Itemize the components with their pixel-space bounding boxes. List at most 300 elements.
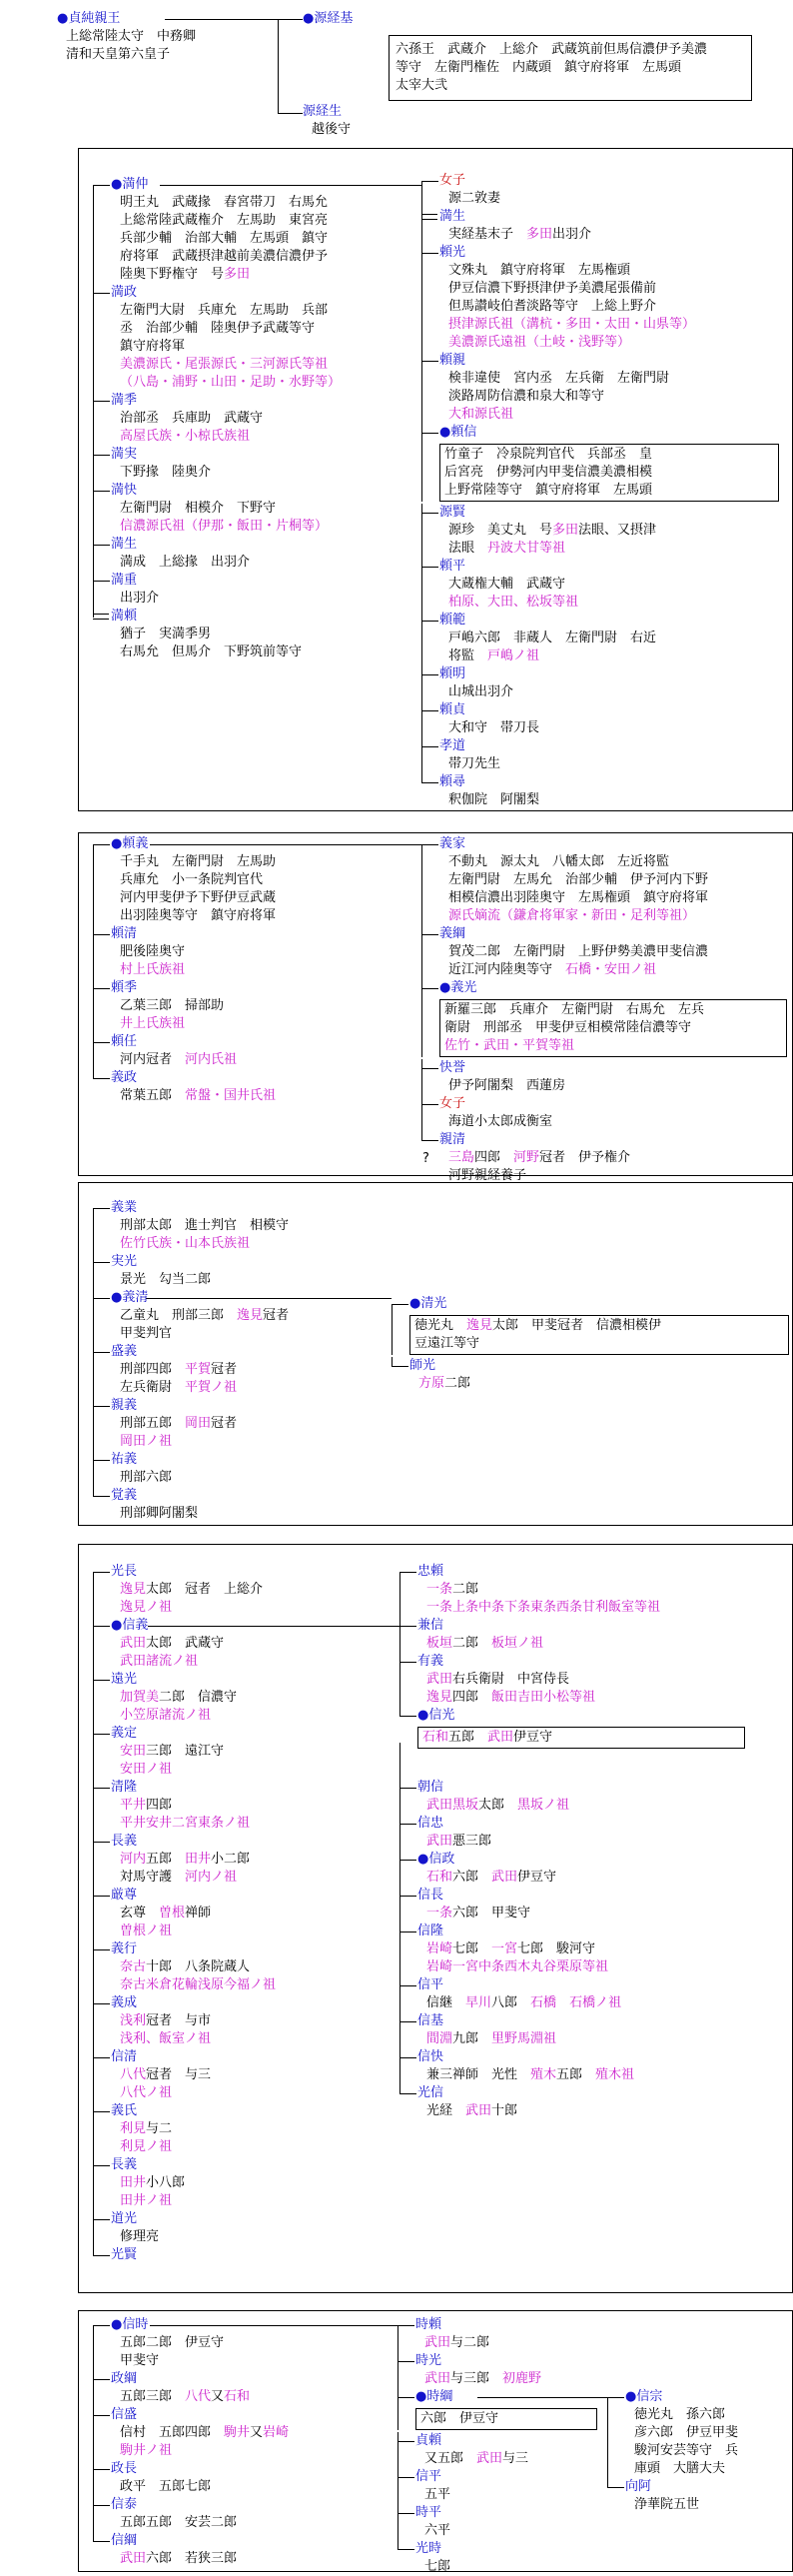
title-line: [120, 2120, 276, 2138]
person-name: 信隆: [417, 1924, 444, 1938]
title-segment: 駒井: [224, 2425, 251, 2440]
title-segment: 二郎: [452, 1582, 479, 1597]
title-line: [448, 719, 779, 737]
person-titles: [424, 2334, 597, 2352]
person-row: [439, 665, 779, 683]
person-row: [111, 1725, 276, 1743]
title-segment: 治部丞 兵庫助 武蔵守: [120, 411, 264, 426]
person-titles: [448, 190, 779, 208]
title-segment: 三郎 遠江守: [146, 1744, 225, 1759]
title-segment: 上野常陸等守 鎮守府将軍 左馬頭: [444, 483, 653, 498]
title-segment: 田井ノ祖: [120, 2193, 173, 2208]
title-segment: 岩崎: [263, 2425, 290, 2440]
title-line: [424, 2370, 597, 2388]
person-entry: [93, 1451, 289, 1487]
person-titles: [448, 522, 779, 558]
person-name: 頼清: [111, 926, 138, 941]
title-line: [120, 1433, 289, 1451]
title-segment: 六平: [424, 2523, 451, 2538]
person-titles: [120, 1307, 289, 1343]
person-row: [415, 2388, 597, 2406]
person-row: [111, 2496, 289, 2514]
title-segment: 四郎: [452, 1690, 492, 1705]
title-line: [120, 428, 341, 446]
person-name: 満季: [111, 393, 138, 408]
tree-column: [285, 10, 752, 139]
title-segment: 三島: [448, 1150, 475, 1165]
person-titles: [448, 791, 779, 809]
title-segment: 初鹿野: [502, 2371, 542, 2386]
title-segment: 太郎 武蔵守: [146, 1636, 225, 1651]
title-segment: 冠者 伊予権介: [539, 1150, 631, 1165]
person-row: [111, 1199, 289, 1217]
title-line: [120, 2030, 276, 2048]
title-segment: 源氏嫡流（鎌倉将軍家・新田・足利等祖）: [448, 908, 696, 923]
person-titles: [120, 1361, 289, 1397]
title-line: [448, 190, 779, 208]
title-segment: 出羽介: [552, 227, 592, 242]
person-row: [439, 925, 787, 943]
title-segment: 后宮亮 伊勢河内甲斐信濃美濃相模: [444, 465, 653, 480]
title-segment: 肥後陸奥守: [120, 944, 186, 959]
title-line: [426, 1689, 745, 1707]
person-row: [111, 284, 341, 302]
person-entry: [421, 1095, 787, 1131]
title-line: [426, 1671, 745, 1689]
person-entry: [93, 1343, 289, 1397]
person-entry: [93, 1069, 276, 1105]
person-row: [303, 10, 752, 28]
person-row: [439, 701, 779, 719]
title-segment: 丞 治部少輔 陸奥伊予武蔵等守: [120, 321, 316, 336]
person-entry: [93, 1199, 289, 1253]
title-line: [120, 266, 341, 284]
title-segment: 武田: [424, 2371, 451, 2386]
person-name: 時光: [415, 2353, 442, 2368]
tree-column: [392, 1295, 789, 1393]
title-segment: 常盤・国井氏祖: [185, 1088, 277, 1103]
title-segment: 一条上条中条下条東条西条甘利飯室等祖: [426, 1600, 661, 1615]
person-name: 義氏: [111, 2103, 138, 2118]
title-segment: 竹童子 冷泉院判官代 兵部丞 皇: [444, 447, 653, 462]
person-titles: [120, 1581, 276, 1617]
person-name: 信盛: [111, 2407, 138, 2422]
person-titles: [120, 1469, 289, 1487]
title-line: [396, 41, 745, 59]
title-segment: 又: [250, 2425, 264, 2440]
person-titles: [448, 1077, 787, 1095]
title-segment: 八代ノ祖: [120, 2085, 173, 2100]
person-name: 頼光: [439, 245, 466, 260]
person-row: [415, 2540, 597, 2558]
title-line: [120, 961, 276, 979]
title-segment: 小二郎: [211, 1852, 251, 1867]
tree-column: [399, 1779, 634, 2120]
title-line: [120, 1923, 276, 1940]
person-titles: [66, 28, 196, 64]
person-entry: [399, 2084, 634, 2120]
person-titles: [448, 262, 779, 352]
person-titles: [426, 2102, 634, 2120]
person-entry: [421, 665, 779, 701]
person-row: [111, 925, 276, 943]
person-name: 師光: [409, 1358, 436, 1373]
title-segment: 武田諸流ノ祖: [120, 1654, 199, 1669]
person-row: [417, 1887, 634, 1905]
title-segment: 平井: [120, 1798, 147, 1813]
person-entry: [397, 2388, 597, 2430]
title-segment: 太宰大弐: [396, 78, 448, 93]
person-row: [417, 1563, 745, 1581]
title-line: [120, 1379, 289, 1397]
person-name: 頼任: [111, 1034, 138, 1049]
person-entry: [93, 925, 276, 979]
title-segment: 六郎 甲斐守: [452, 1906, 531, 1921]
person-name: 政綱: [111, 2371, 138, 2386]
person-entry: [421, 701, 779, 737]
title-line: [426, 2030, 634, 2048]
person-name: 光賢: [111, 2247, 138, 2262]
person-entry: [93, 572, 341, 608]
person-name: 祐義: [111, 1452, 138, 1467]
title-segment: 田井: [185, 1852, 212, 1867]
person-entry: [93, 2370, 289, 2406]
person-entry: [421, 352, 779, 424]
title-segment: 大和守 帯刀長: [448, 720, 540, 735]
title-segment: 七郎 駿河守: [517, 1941, 596, 1956]
person-entry: [93, 446, 341, 482]
title-segment: 早川: [465, 1995, 492, 2010]
person-entry: [93, 284, 341, 392]
title-line: [120, 1469, 289, 1487]
title-line: [634, 2406, 738, 2424]
person-name: 頼貞: [439, 702, 466, 717]
person-entry: [93, 2048, 276, 2102]
title-segment: 多田: [526, 227, 553, 242]
title-segment: 左衛門大尉 兵庫允 左馬助 兵部: [120, 303, 329, 318]
title-segment: 二郎: [452, 1636, 492, 1651]
person-name: 義綱: [439, 926, 466, 941]
title-segment: 武田: [491, 1870, 518, 1885]
person-entry: [93, 392, 341, 446]
person-name: 信基: [417, 2013, 444, 2028]
adoption-link-icon: [93, 614, 109, 620]
title-segment: 四郎: [474, 1150, 514, 1165]
title-line: [426, 1869, 634, 1887]
person-titles: [439, 444, 779, 502]
title-line: [120, 1051, 276, 1069]
person-titles: [424, 2370, 597, 2388]
title-segment: 悪三郎: [452, 1834, 492, 1849]
title-segment: 加賀美: [120, 1690, 160, 1705]
person-entry: [93, 979, 276, 1033]
title-line: [426, 1635, 745, 1653]
title-segment: 兼三禅師 光性: [426, 2067, 531, 2082]
person-entry: [93, 2246, 276, 2264]
title-segment: 利見ノ祖: [120, 2139, 173, 2154]
title-line: [120, 1958, 276, 1976]
title-segment: 間淵: [426, 2031, 453, 2046]
title-line: [120, 320, 341, 338]
person-name: 親清: [439, 1132, 466, 1147]
person-entry: [93, 1779, 276, 1833]
title-segment: 武田: [120, 1636, 147, 1651]
title-segment: 対馬守護: [120, 1870, 186, 1885]
person-name: 親義: [111, 1398, 138, 1413]
title-line: [120, 1235, 289, 1253]
title-segment: 小八郎: [146, 2175, 186, 2190]
person-row: [111, 2156, 276, 2174]
title-segment: 千手丸 左衛門尉 左馬助: [120, 854, 277, 869]
person-row: [415, 2468, 597, 2486]
title-line: [312, 121, 752, 139]
person-row: [111, 2532, 289, 2550]
person-titles: [120, 1905, 276, 1940]
person-titles: [120, 464, 341, 482]
title-segment: 里野馬淵祖: [491, 2031, 557, 2046]
person-row: [417, 2012, 634, 2030]
person-titles: [120, 2012, 276, 2048]
person-titles: [448, 226, 779, 244]
title-line: [448, 1077, 787, 1095]
title-line: [120, 374, 341, 392]
title-line: [448, 226, 779, 244]
person-name: 有義: [417, 1654, 444, 1669]
title-line: [448, 406, 779, 424]
person-name: 時綱: [426, 2389, 453, 2404]
title-line: [444, 1019, 782, 1037]
tree-column: [93, 1563, 276, 2264]
title-segment: 佐竹氏族・山本氏族祖: [120, 1236, 251, 1251]
person-name: 頼平: [439, 559, 466, 574]
person-row: [111, 1343, 289, 1361]
person-entry: [421, 424, 779, 502]
person-titles: [312, 121, 752, 139]
title-line: [444, 1001, 782, 1019]
person-row: [111, 2210, 276, 2228]
person-name: 満快: [111, 483, 138, 498]
person-name: 向阿: [625, 2479, 652, 2494]
title-line: [426, 1958, 634, 1976]
person-titles: [120, 554, 341, 572]
title-line: [120, 871, 276, 889]
person-row: [111, 1671, 276, 1689]
title-segment: 浅利: [120, 2013, 147, 2028]
title-segment: 乙童丸 刑部三郎: [120, 1308, 238, 1323]
title-segment: 浄華院五世: [634, 2497, 700, 2512]
title-segment: 五郎二郎 伊豆守: [120, 2335, 225, 2350]
title-line: [424, 2522, 597, 2540]
person-name: 信綱: [111, 2533, 138, 2548]
title-line: [634, 2496, 738, 2514]
person-entry: [93, 1487, 289, 1523]
title-line: [66, 46, 196, 64]
person-entry: [93, 1289, 289, 1343]
title-line: [120, 464, 341, 482]
title-segment: 玄尊: [120, 1906, 160, 1921]
tree-column: [421, 172, 779, 809]
title-segment: 修理亮: [120, 2229, 160, 2244]
person-titles: [418, 1375, 789, 1393]
lineage-marker-icon: ●: [409, 1296, 421, 1311]
title-segment: 伊豆信濃下野摂津伊予美濃尾張備前: [448, 281, 657, 296]
title-segment: 冠者: [263, 1308, 290, 1323]
title-segment: 猶子 実満季男: [120, 627, 212, 642]
person-titles: [426, 1797, 634, 1815]
person-titles: [426, 1581, 745, 1617]
person-name: 快誉: [439, 1060, 466, 1075]
title-segment: 二郎 信濃守: [159, 1690, 238, 1705]
title-segment: 政平 五郎七郎: [120, 2479, 212, 2494]
title-segment: 武田: [476, 2451, 503, 2466]
person-entry: [399, 1653, 745, 1707]
person-titles: [424, 2486, 597, 2504]
person-entry: [39, 10, 196, 64]
title-segment: 平井安井二宮東条ノ祖: [120, 1816, 251, 1831]
title-segment: 利見: [120, 2121, 147, 2136]
title-segment: 右馬允 但馬介 下野筑前等守: [120, 644, 303, 659]
person-titles: [426, 1635, 745, 1653]
title-segment: 与二郎: [450, 2335, 490, 2350]
person-name: 頼範: [439, 613, 466, 628]
title-segment: 徳光丸 孫六郎: [634, 2407, 726, 2422]
title-line: [120, 1905, 276, 1923]
person-row: [111, 1887, 276, 1905]
title-segment: 陸奥下野権守 号: [120, 267, 225, 282]
title-line: [444, 482, 774, 500]
person-row: [111, 2406, 289, 2424]
title-line: [120, 1869, 276, 1887]
title-line: [120, 1581, 276, 1599]
title-segment: 八郎: [491, 1995, 531, 2010]
person-entry: [392, 1295, 789, 1355]
title-segment: 信濃源氏祖（伊那・飯田・片桐等）: [120, 519, 329, 534]
title-line: [120, 1976, 276, 1994]
title-segment: 武田: [465, 2103, 492, 2118]
person-name: 信義: [122, 1618, 149, 1633]
title-line: [120, 2066, 276, 2084]
person-row: [415, 2504, 597, 2522]
title-line: [120, 1635, 276, 1653]
title-line: [448, 522, 779, 540]
person-entry: [93, 1833, 276, 1887]
title-segment: 不動丸 源太丸 八幡太郎 左近将監: [448, 854, 670, 869]
person-row: [111, 1563, 276, 1581]
title-line: [448, 871, 787, 889]
title-segment: 五郎三郎: [120, 2389, 186, 2404]
person-titles: [120, 194, 341, 284]
title-segment: 七郎: [424, 2559, 451, 2574]
title-segment: 河野: [513, 1150, 540, 1165]
title-segment: 五郎五郎 安芸二郎: [120, 2515, 238, 2530]
title-line: [448, 594, 779, 612]
title-line: [426, 1905, 634, 1923]
title-segment: 八代: [120, 2067, 147, 2082]
title-segment: 源珍 美丈丸 号: [448, 523, 553, 538]
person-entry: [93, 2156, 276, 2210]
title-segment: 与三: [502, 2451, 529, 2466]
title-segment: 満成 上総掾 出羽介: [120, 555, 251, 570]
connector-line: [278, 19, 279, 114]
lineage-marker-icon: ●: [111, 1290, 123, 1305]
person-entry: [93, 1887, 276, 1940]
title-line: [120, 302, 341, 320]
title-segment: 与三郎: [450, 2371, 503, 2386]
person-row: [111, 2102, 276, 2120]
person-row: [111, 1779, 276, 1797]
person-row: [439, 773, 779, 791]
title-segment: 河内冠者: [120, 1052, 186, 1067]
title-segment: 検非違使 宮内丞 左兵衛 左衛門尉: [448, 371, 670, 386]
title-segment: 曽根ノ祖: [120, 1924, 173, 1938]
title-segment: 石橋・安田ノ祖: [565, 962, 657, 977]
title-line: [120, 2478, 289, 2496]
title-line: [120, 410, 341, 428]
title-segment: 甲斐守: [120, 2353, 160, 2368]
person-titles: [448, 719, 779, 737]
title-segment: 常葉五郎: [120, 1088, 186, 1103]
person-entry: [421, 208, 779, 244]
person-name: 源賢: [439, 505, 466, 520]
title-segment: 岡田ノ祖: [120, 1434, 173, 1449]
title-segment: （八島・浦野・山田・足助・水野等）: [120, 375, 342, 390]
lineage-marker-icon: ●: [417, 1708, 429, 1723]
title-segment: 多田: [224, 267, 251, 282]
title-line: [120, 1505, 289, 1523]
person-titles: [426, 1869, 634, 1887]
person-name: 頼尋: [439, 774, 466, 789]
title-segment: 逸見: [120, 1582, 147, 1597]
title-segment: 黒坂ノ祖: [517, 1798, 570, 1813]
person-row: [439, 244, 779, 262]
title-line: [426, 1833, 634, 1851]
person-name: 頼季: [111, 980, 138, 995]
person-entry: [93, 1671, 276, 1725]
title-segment: 一宮: [491, 1941, 518, 1956]
person-name: 信宗: [636, 2389, 663, 2404]
person-row: [111, 2370, 289, 2388]
title-line: [120, 2424, 289, 2442]
title-line: [448, 683, 779, 701]
person-name: 義業: [111, 1200, 138, 1215]
person-name: 兼信: [417, 1618, 444, 1633]
title-line: [120, 1087, 276, 1105]
title-line: [120, 997, 276, 1015]
title-segment: 但馬讃岐伯耆淡路等守 上総上野介: [448, 299, 657, 314]
lineage-marker-icon: ●: [111, 836, 123, 851]
title-segment: 板垣: [426, 1636, 453, 1651]
person-name: 満政: [111, 285, 138, 300]
person-entry: [421, 1059, 787, 1095]
title-line: [414, 1335, 784, 1353]
person-titles: [448, 630, 779, 665]
title-segment: 石橋: [530, 1995, 557, 2010]
lineage-marker-icon: ●: [303, 11, 315, 26]
person-name: 頼親: [439, 353, 466, 368]
adoption-link-icon: [421, 214, 437, 220]
person-row: [439, 1095, 787, 1113]
person-name: 実光: [111, 1254, 138, 1269]
tree-column: [93, 176, 341, 661]
title-line: [120, 590, 341, 608]
title-segment: 武田黒坂: [426, 1798, 479, 1813]
title-line: [120, 1307, 289, 1325]
person-name: 長義: [111, 1834, 138, 1849]
person-row: [111, 572, 341, 590]
title-line: [120, 2174, 276, 2192]
person-row: [111, 979, 276, 997]
tree-column: [399, 1563, 745, 1751]
